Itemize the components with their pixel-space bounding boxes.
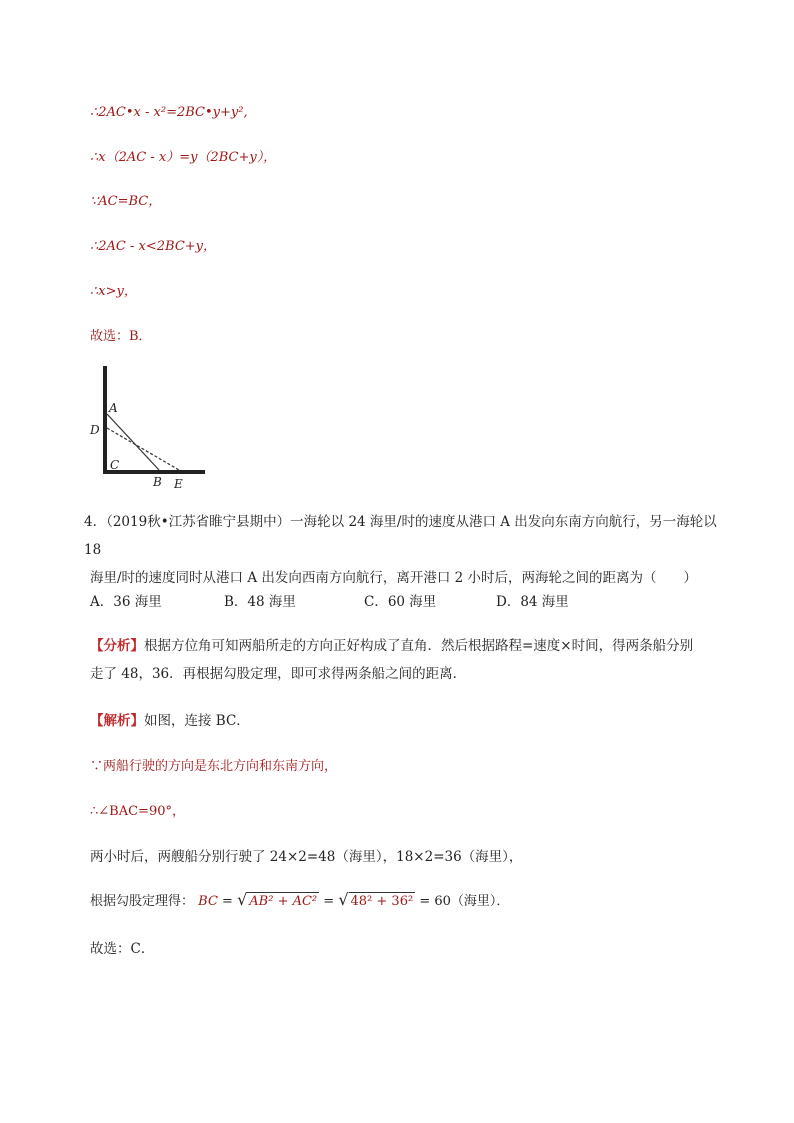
analysis-line-1 — [90, 632, 730, 660]
analysis-block — [90, 632, 730, 688]
radical-sign-2: √ — [338, 890, 349, 909]
label-a: A — [109, 401, 118, 415]
derivation-line-1: ∴2AC•x - x²=2BC•y+y², — [90, 105, 248, 120]
solution-step-1: ∵两船行驶的方向是东北方向和东南方向， — [90, 759, 338, 774]
option-a: A．36 海里 — [90, 594, 162, 610]
answer-line: 故选：B． — [90, 329, 152, 344]
analysis-text-1: 根据方位角可知两船所走的方向正好构成了直角．然后根据路程=速度×时间，得两条船分别 — [144, 638, 694, 654]
solution-step-4: 根据勾股定理得： BC = √ AB² + AC² = √ 48² + 36² = 60（海里）． — [90, 890, 510, 909]
derivation-line-2: ∴x（2AC - x）=y（2BC+y）， — [90, 150, 277, 165]
label-b: B — [153, 475, 162, 489]
radicand-2: 48² + 36² — [350, 894, 414, 909]
analysis-tag: 【分析】 — [90, 638, 144, 654]
solution-answer: 故选：C． — [90, 941, 155, 957]
label-d: D — [90, 423, 100, 437]
solution-tag: 【解析】 — [90, 713, 144, 729]
geometry-figure — [85, 362, 215, 492]
step4-result: = 60（海里）． — [419, 894, 510, 909]
step4-lhs: BC — [198, 894, 218, 909]
option-b: B．48 海里 — [224, 594, 296, 610]
radical-sign-1: √ — [237, 890, 248, 909]
derivation-line-4: ∴2AC - x<2BC+y， — [90, 239, 217, 254]
derivation-line-3: ∵AC=BC， — [90, 194, 162, 209]
solution-step-2: ∴∠BAC=90°， — [90, 804, 185, 819]
option-d: D．84 海里 — [496, 594, 569, 610]
analysis-text-2: 走了 48，36．再根据勾股定理，即可求得两条船之间的距离． — [90, 666, 467, 682]
label-e: E — [174, 477, 183, 491]
solution-step-3: 两小时后，两艘船分别行驶了 24×2=48（海里），18×2=36（海里）， — [90, 849, 523, 865]
radicand-1: AB² + AC² — [249, 894, 318, 909]
label-c: C — [110, 458, 120, 472]
solution-intro: 如图，连接 BC． — [144, 713, 250, 729]
question-4 — [84, 508, 724, 592]
option-c: C．60 海里 — [364, 594, 437, 610]
question-text-1: 4．（2019秋•江苏省睢宁县期中）一海轮以 24 海里/时的速度从港口 A 出发向东南方向航行，另一海轮以 18 — [84, 514, 717, 558]
step4-prefix: 根据勾股定理得： — [90, 894, 195, 909]
question-text-2: 海里/时的速度同时从港口 A 出发向西南方向航行，离开港口 2 小时后，两海轮之间的距离为（ ） — [90, 570, 698, 586]
solution-intro-line — [90, 712, 250, 730]
derivation-line-5: ∴x>y， — [90, 284, 137, 299]
